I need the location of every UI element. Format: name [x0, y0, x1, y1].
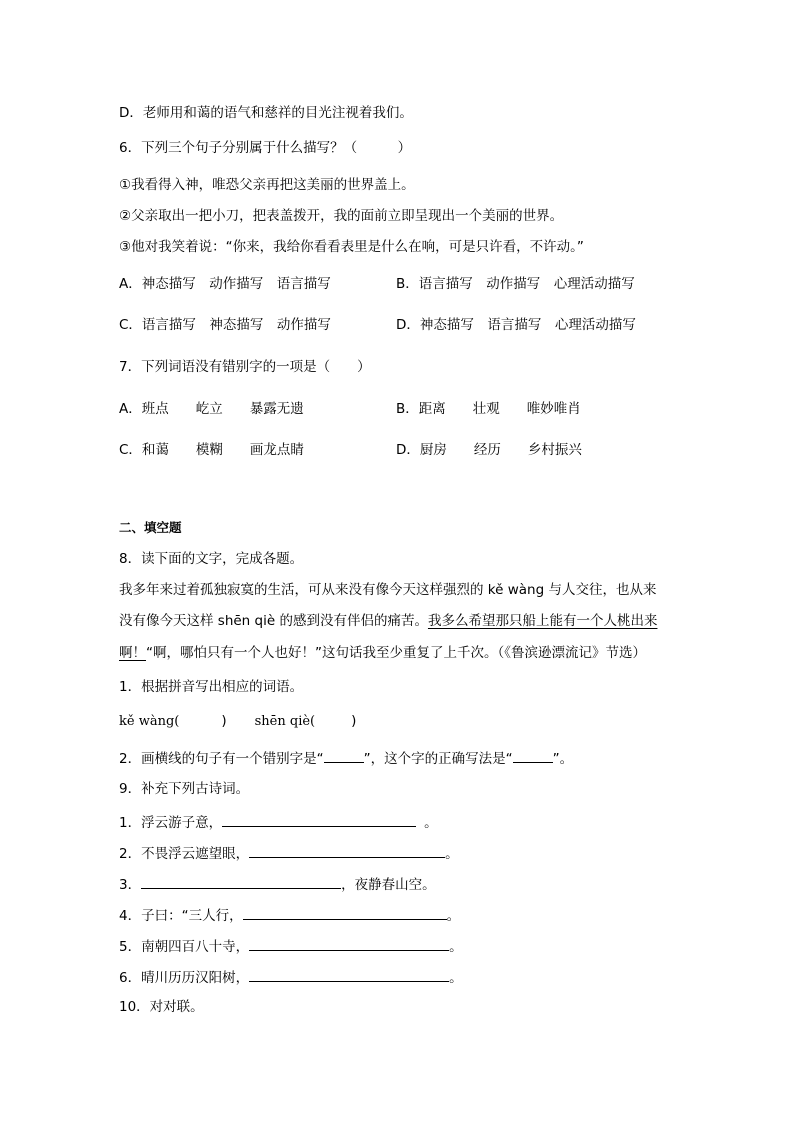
q9-line-3-end: ，夜静春山空。 — [341, 877, 436, 893]
q6-option-a: A．神态描写 动作描写 语言描写 — [119, 276, 331, 292]
poem-blank-4[interactable] — [243, 905, 447, 920]
pinyin-kewang-label: kě wàng( — [119, 714, 180, 729]
q8-pinyin-line — [119, 712, 356, 731]
correct-char-blank[interactable] — [513, 748, 553, 763]
q9-line-3-text: 3． — [119, 877, 142, 893]
q7-option-a: A．班点 屹立 暴露无遗 — [119, 401, 304, 417]
q7-option-b: B．距离 壮观 唯妙唯肖 — [396, 401, 581, 417]
q6-option-b: B．语言描写 动作描写 心理活动描写 — [396, 276, 635, 292]
q9-line-5-text: 5．南朝四百八十寺， — [119, 939, 250, 955]
pinyin-shenqie-label: shēn qiè( — [254, 714, 316, 729]
q10-stem: 10．对对联。 — [119, 999, 204, 1015]
pinyin-shenqie-close: ) — [351, 713, 357, 729]
q8-sub2-text-b: ”，这个字的正确写法是“ — [363, 751, 513, 767]
q9-line-1-end: 。 — [424, 815, 438, 831]
pinyin-kewang-close: ) — [221, 713, 227, 729]
q9-line-6-text: 6．晴川历历汉阳树， — [119, 970, 250, 986]
poem-blank-3[interactable] — [141, 874, 341, 889]
poem-blank-2[interactable] — [249, 843, 445, 858]
q9-line-3 — [119, 874, 436, 894]
q8-passage-text-end: “啊，哪怕只有一个人也好！”这句话我至少重复了上千次。（《鲁滨逊漂流记》节选） — [146, 645, 646, 661]
q8-sub2-text-c: ”。 — [552, 751, 574, 767]
q5-option-d: D．老师用和蔼的语气和慈祥的目光注视着我们。 — [119, 105, 413, 121]
q8-stem: 8．读下面的文字，完成各题。 — [119, 551, 304, 567]
q9-line-4-end: 。 — [446, 908, 461, 924]
q9-line-6-end: 。 — [449, 970, 463, 986]
q9-line-2-text: 2．不畏浮云遮望眼， — [119, 846, 250, 862]
wrong-char-blank[interactable] — [324, 748, 364, 763]
q7-option-d: D．厨房 经历 乡村振兴 — [396, 442, 582, 458]
q7-option-c: C．和蔼 模糊 画龙点睛 — [119, 442, 304, 458]
q6-option-d: D．神态描写 语言描写 心理活动描写 — [396, 317, 636, 333]
q8-sub2 — [119, 748, 573, 768]
q9-line-1 — [119, 812, 438, 832]
q9-stem: 9．补充下列古诗词。 — [119, 781, 250, 797]
q6-sentence-2: ②父亲取出一把小刀，把表盖拨开，我的面前立即呈现出一个美丽的世界。 — [119, 208, 564, 224]
q9-line-6 — [119, 967, 463, 987]
q9-line-4 — [119, 905, 460, 925]
q9-line-1-text: 1．浮云游子意， — [119, 815, 223, 831]
q9-line-4-text: 4．子曰：“三人行， — [119, 908, 243, 924]
q9-line-5-end: 。 — [449, 939, 463, 955]
q6-sentence-1: ①我看得入神，唯恐父亲再把这美丽的世界盖上。 — [119, 177, 415, 193]
q8-passage-line-2 — [119, 612, 657, 630]
q8-passage-line-1: 我多年来过着孤独寂寞的生活，可从来没有像今天这样强烈的 kě wàng 与人交往，也从来 — [119, 582, 657, 598]
poem-blank-1[interactable] — [222, 812, 416, 827]
poem-blank-5[interactable] — [249, 936, 449, 951]
poem-blank-6[interactable] — [249, 967, 449, 982]
q9-line-2 — [119, 843, 459, 863]
q8-passage-line-3 — [119, 644, 646, 662]
q8-underlined-sentence-part-2: 啊！ — [119, 645, 146, 661]
section-title-fill-blank: 二、填空题 — [119, 520, 182, 535]
q8-underlined-sentence-part-1: 我多么希望那只船上能有一个人桃出来 — [427, 613, 658, 629]
q8-passage-text: 没有像今天这样 shēn qiè 的感到没有伴侣的痛苦。 — [119, 613, 428, 629]
q8-sub2-text-a: 2．画横线的句子有一个错别字是“ — [119, 751, 324, 767]
q9-line-2-end: 。 — [445, 846, 459, 862]
q9-line-5 — [119, 936, 463, 956]
q6-stem: 6．下列三个句子分别属于什么描写？（ ） — [119, 140, 412, 156]
q6-option-c: C．语言描写 神态描写 动作描写 — [119, 317, 331, 333]
q7-stem: 7．下列词语没有错别字的一项是（ ） — [119, 359, 371, 375]
q6-sentence-3: ③他对我笑着说：“你来，我给你看看表里是什么在响，可是只许看，不许动。” — [119, 239, 584, 255]
q8-sub1: 1．根据拼音写出相应的词语。 — [119, 679, 304, 695]
